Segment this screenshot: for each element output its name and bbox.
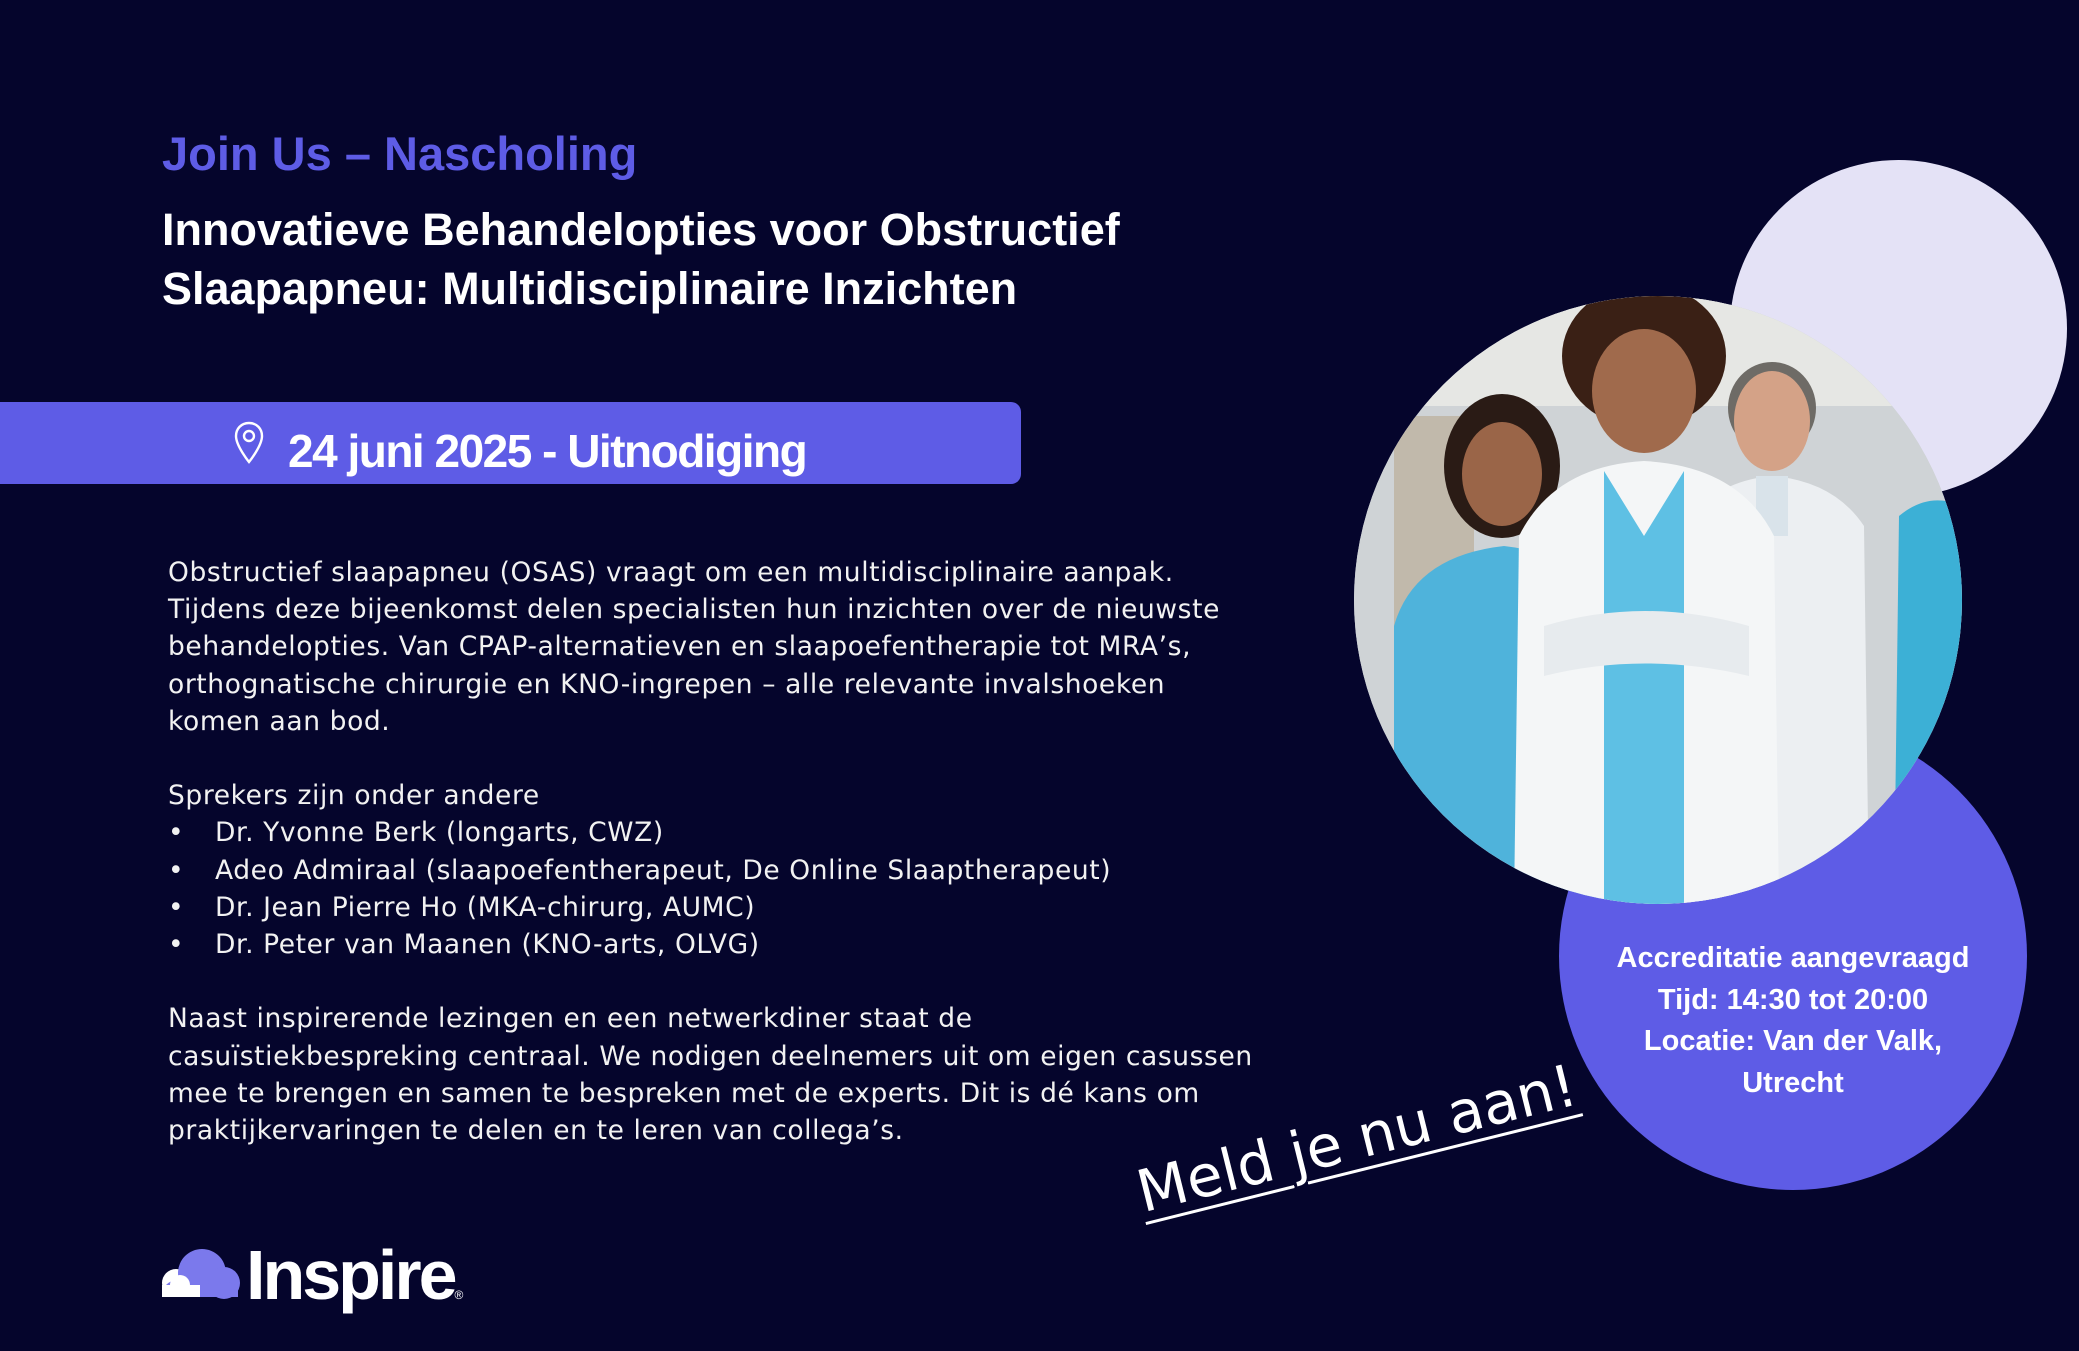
inspire-logo [150,1236,464,1314]
intro-paragraph [168,554,1298,740]
event-title [162,200,1362,318]
closing-line: mee te brengen en samen te bespreken met de experts. Dit is dé kans om [168,1077,1200,1109]
speaker-item: • Dr. Peter van Maanen (KNO-arts, OLVG) [168,929,760,960]
event-description [168,554,1298,1149]
closing-line: Naast inspirerende lezingen en een netwerkdiner staat de [168,1003,973,1035]
title-line-2: Slaapapneu: Multidisciplinaire Inzichten [162,263,1018,314]
closing-line: praktijkervaringen te delen en te leren van collega’s. [168,1115,904,1146]
logo-wordmark: Inspire [246,1236,455,1314]
closing-paragraph [168,1000,1298,1149]
time-text: Tijd: 14:30 tot 20:00 [1657,983,1929,1016]
intro-line: komen aan bod. [168,705,391,737]
speakers-heading: Sprekers zijn onder andere [168,780,540,812]
speaker-item: • Dr. Jean Pierre Ho (MKA-chirurg, AUMC) [168,891,756,923]
speaker-item: • Adeo Admiraal (slaapoefentherapeut, De Online Slaaptherapeut) [168,854,1112,886]
intro-line: behandelopties. Van CPAP-alternatieven en slaapoefentherapie tot MRA’s, [168,631,1192,663]
title-line-1: Innovatieve Behandelopties voor Obstructief [162,204,1120,255]
intro-line: orthognatische chirurgie en KNO-ingrepen – alle relevante invalshoeken [168,668,1166,700]
event-date: 24 juni 2025 - Uitnodiging [288,425,807,477]
speaker-item: • Dr. Yvonne Berk (longarts, CWZ) [168,817,664,849]
location-text-line1: Locatie: Van der Valk, [1643,1025,1943,1057]
register-link[interactable]: Meld je nu aan! [1130,1051,1584,1226]
location-pin-icon [232,420,266,466]
medical-team-photo [1354,296,1962,904]
closing-line: casuïstiekbespreking centraal. We nodigen deelnemers uit om eigen casussen [168,1040,1253,1072]
location-text-line2: Utrecht [1742,1066,1844,1099]
registered-mark: ® [454,1288,464,1302]
event-info [1559,938,2027,1104]
accreditation-text: Accreditatie aangevraagd [1616,942,1970,974]
speakers-list [168,814,1298,963]
event-kicker: Join Us – Nascholing [162,127,638,180]
intro-line: Tijdens deze bijeenkomst delen specialisten hun inzichten over de nieuwste [168,594,1220,626]
intro-line: Obstructief slaapapneu (OSAS) vraagt om een multidisciplinaire aanpak. [168,557,1174,588]
cloud-logo-icon [150,1245,242,1305]
